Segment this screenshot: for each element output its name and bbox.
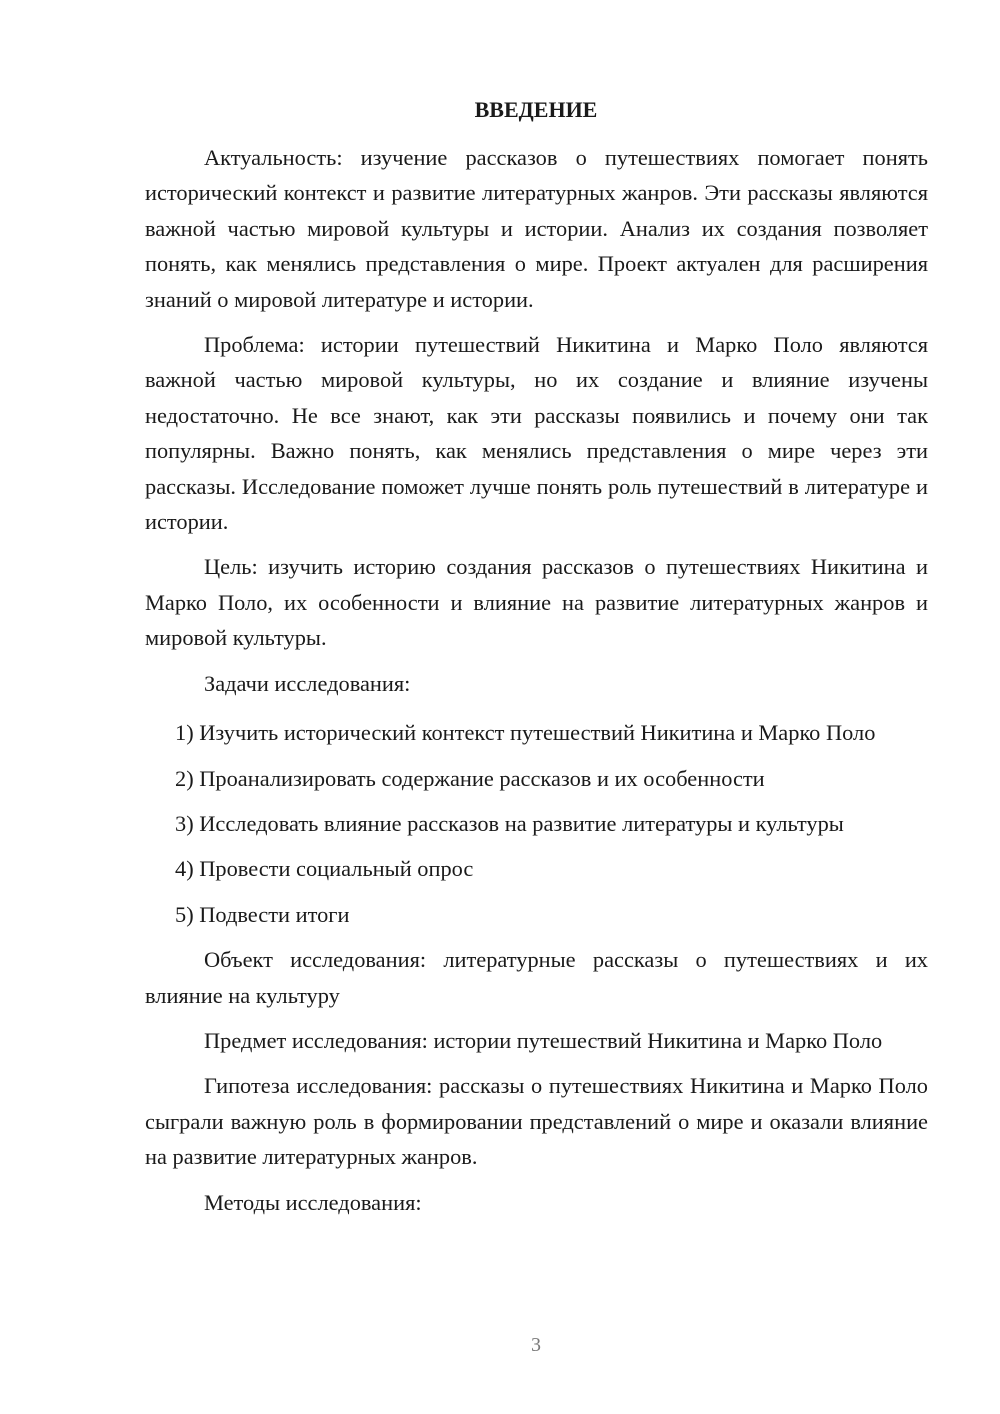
document-body [145, 140, 928, 1230]
paragraph-goal: Цель: изучить историю создания рассказов о путешествиях Никитина и Марко Поло, их особенности и влияние на развитие литературных жанров и мировой культуры. [145, 554, 928, 651]
paragraph-hypothesis: Гипотеза исследования: рассказы о путешествиях Никитина и Марко Поло сыграли важную роль в формировании представлений о мире и оказали влияние на развитие литературных жанров. [145, 1073, 928, 1170]
paragraph-problem: Проблема: истории путешествий Никитина и Марко Поло являются важной частью мировой культуры, но их создание и влияние изучены недостаточно. Не все знают, как эти рассказы появились и почему они так популярны. Важно понять, как менялись представления о мире через эти рассказы. Исследование поможет лучше понять роль путешествий в литературе и истории. [145, 332, 928, 535]
paragraph-methods-heading: Методы исследования: [204, 1189, 422, 1215]
page-title: ВВЕДЕНИЕ [474, 97, 598, 122]
paragraph-subject: Предмет исследования: истории путешествий Никитина и Марко Поло [204, 1027, 883, 1053]
list-item: 5) Подвести итоги [175, 901, 350, 927]
tasks-list [145, 715, 928, 932]
page-number: 3 [531, 1334, 541, 1356]
list-item: 2) Проанализировать содержание рассказов и их особенности [175, 765, 765, 791]
paragraph-tasks-heading: Задачи исследования: [204, 670, 411, 696]
paragraph-object: Объект исследования: литературные рассказы о путешествиях и их влияние на культуру [145, 947, 928, 1008]
list-item: 1) Изучить исторический контекст путешествий Никитина и Марко Поло [175, 720, 876, 746]
list-item: 3) Исследовать влияние рассказов на развитие литературы и культуры [175, 810, 844, 836]
paragraph-relevance: Актуальность: изучение рассказов о путешествиях помогает понять исторический контекст и развитие литературных жанров. Эти рассказы являются важной частью мировой культуры и истории. Анализ их создания позволяет понять, как менялись представления о мире. Проект актуален для расширения знаний о мировой литературе и истории. [145, 145, 928, 312]
list-item: 4) Провести социальный опрос [175, 856, 474, 882]
